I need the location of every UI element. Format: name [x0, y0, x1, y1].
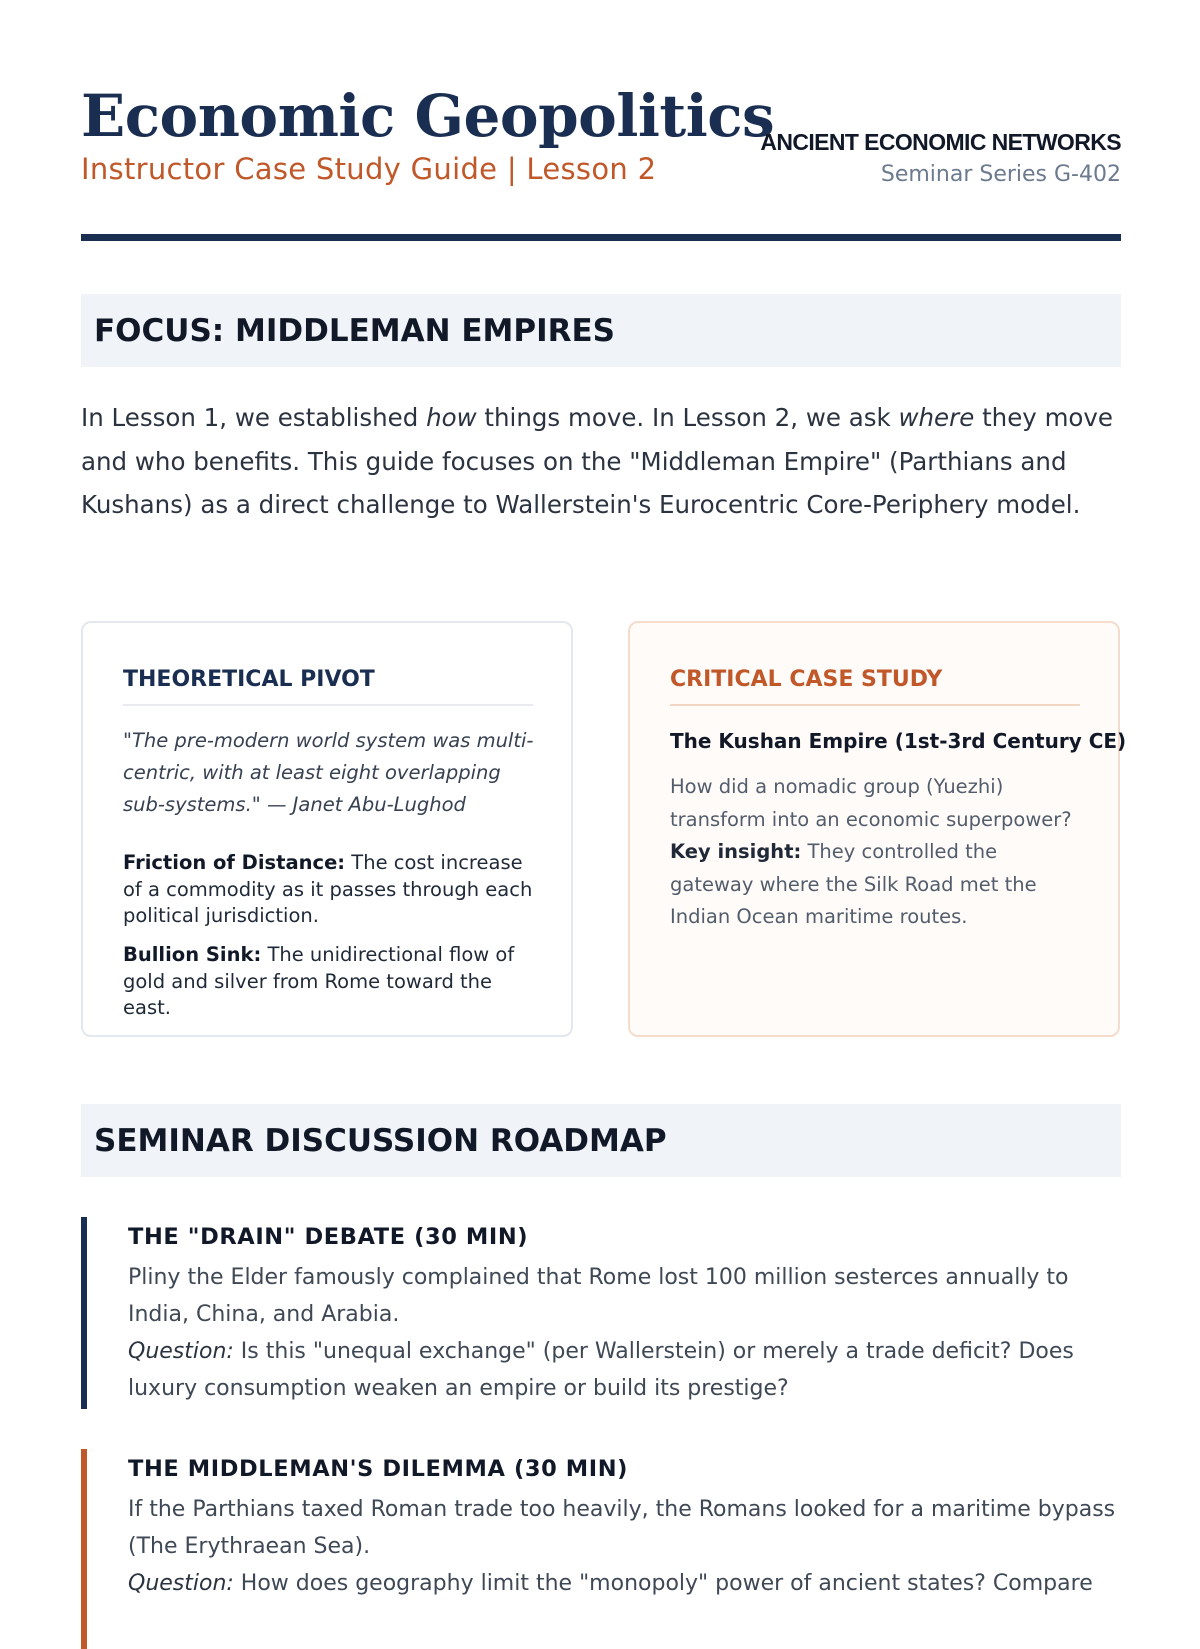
document-subtitle: Instructor Case Study Guide | Lesson 2: [81, 152, 657, 186]
key-insight-text: They controlled the gateway where the Silk Road met the Indian Ocean maritime routes.: [670, 840, 1037, 928]
series-title: ANCIENT ECONOMIC NETWORKS: [760, 129, 1121, 155]
theoretical-pivot-title: THEORETICAL PIVOT: [123, 664, 533, 706]
term-label: Friction of Distance:: [123, 851, 346, 874]
question-text: Is this "unequal exchange" (per Wallerstein) or merely a trade deficit? Does luxury consumption weaken an empire or build its prestige?: [128, 1339, 1074, 1401]
header-divider: [81, 234, 1121, 241]
roadmap-item-body: [128, 1491, 1128, 1602]
critical-case-study-title: CRITICAL CASE STUDY: [670, 664, 1080, 706]
roadmap-section-header: [81, 1104, 1121, 1177]
focus-heading: FOCUS: MIDDLEMAN EMPIRES: [94, 313, 615, 349]
focus-section-header: [81, 294, 1121, 367]
case-description: [670, 771, 1080, 934]
theoretical-pivot-card: [81, 621, 573, 1037]
intro-paragraph: [81, 396, 1131, 527]
question-text: How does geography limit the "monopoly" power of ancient states? Compare: [233, 1571, 1093, 1596]
intro-text-2: things move. In Lesson 2, we ask: [476, 403, 899, 432]
roadmap-item-title: THE MIDDLEMAN'S DILEMMA (30 MIN): [128, 1456, 629, 1482]
term-definition: The unidirectional flow of gold and silver from Rome toward the east.: [123, 943, 515, 1019]
roadmap-item-body: [128, 1259, 1128, 1407]
roadmap-item-accent-bar: [81, 1217, 87, 1409]
intro-emphasis-how: how: [426, 403, 477, 432]
intro-text-1: In Lesson 1, we established: [81, 403, 427, 432]
critical-case-study-card: [628, 621, 1127, 1037]
document-header: [81, 0, 1121, 242]
roadmap-item-text: Pliny the Elder famously complained that Rome lost 100 million sesterces annually to India, China, and Arabia.: [128, 1265, 1069, 1327]
abu-lughod-quote: "The pre-modern world system was multi-centric, with at least eight overlapping sub-systems." — Janet Abu-Lughod: [123, 729, 534, 816]
roadmap-item-title: THE "DRAIN" DEBATE (30 MIN): [128, 1224, 529, 1250]
key-insight-label: Key insight:: [670, 840, 802, 863]
roadmap-item-text: If the Parthians taxed Roman trade too heavily, the Romans looked for a maritime bypass (The Erythraean Sea).: [128, 1497, 1116, 1559]
intro-text-3: they move and who benefits. This guide focuses on the "Middleman Empire" (Parthians and Kushans) as a direct challenge to Wallerstein's Eurocentric Core-Periphery model.: [81, 403, 1113, 519]
case-name: The Kushan Empire (1st-3rd Century CE): [670, 729, 1127, 753]
term-friction-of-distance: [123, 850, 543, 930]
term-bullion-sink: [123, 942, 543, 1022]
term-label: Bullion Sink:: [123, 943, 262, 966]
roadmap-item-accent-bar: [81, 1449, 87, 1649]
question-label: Question:: [128, 1571, 234, 1596]
document-title: Economic Geopolitics: [81, 82, 775, 150]
case-question: How did a nomadic group (Yuezhi) transform into an economic superpower?: [670, 775, 1072, 831]
term-definition: The cost increase of a commodity as it passes through each political jurisdiction.: [123, 851, 533, 927]
roadmap-item-middleman-dilemma: [81, 1449, 1121, 1649]
document-page: [81, 0, 1127, 1596]
series-code: Seminar Series G-402: [880, 162, 1121, 187]
question-label: Question:: [128, 1339, 234, 1364]
intro-emphasis-where: where: [898, 403, 975, 432]
roadmap-item-drain-debate: [81, 1217, 1121, 1409]
roadmap-heading: SEMINAR DISCUSSION ROADMAP: [94, 1123, 667, 1159]
